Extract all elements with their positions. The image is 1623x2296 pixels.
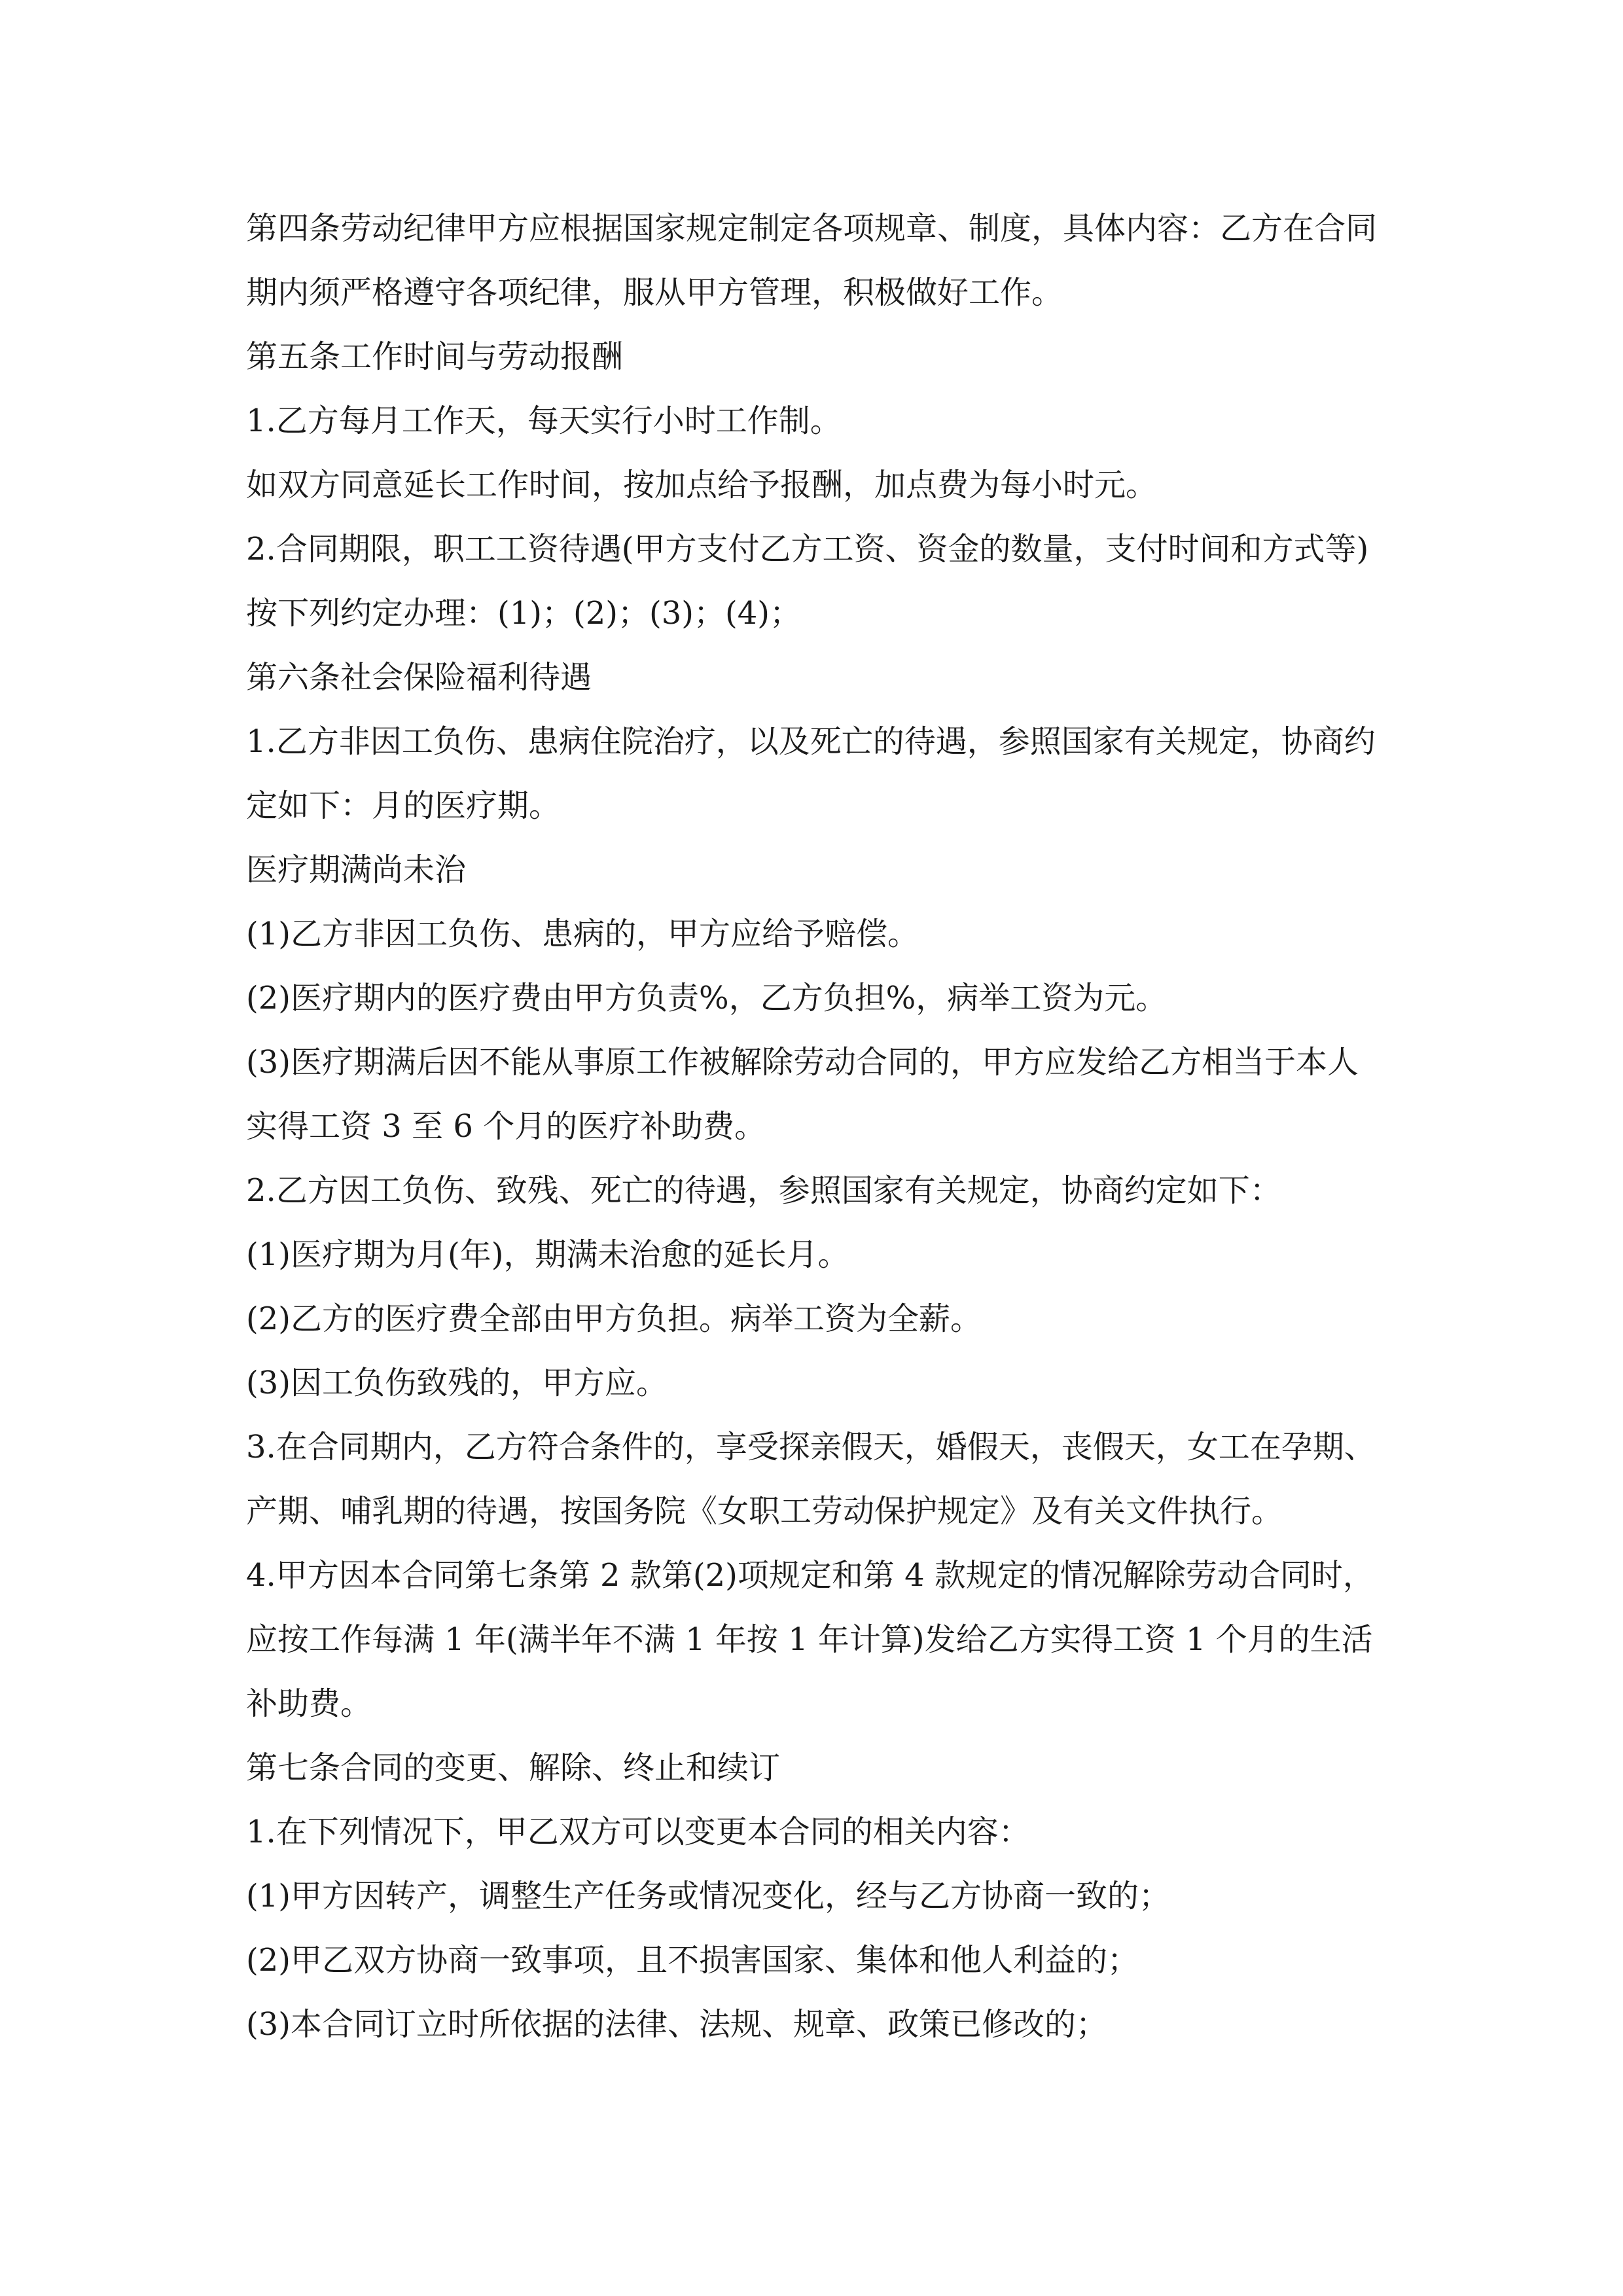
list-item-medical-subsidy: (3)医疗期满后因不能从事原工作被解除劳动合同的，甲方应发给乙方相当于本人实得工资 3 至 6 个月的医疗补助费。	[246, 1044, 1359, 1145]
list-item-full-salary: (2)乙方的医疗费全部由甲方负担。病举工资为全薪。	[246, 1300, 982, 1337]
paragraph-non-work-injury: 1.乙方非因工负伤、患病住院治疗，以及死亡的待遇，参照国家有关规定，协商约定如下：月的医疗期。	[246, 723, 1376, 824]
list-item-law-amended: (3)本合同订立时所依据的法律、法规、规章、政策已修改的；	[246, 2006, 1107, 2043]
list-item-disability: (3)因工负伤致残的，甲方应。	[246, 1365, 668, 1401]
paragraph-article-4: 第四条劳动纪律甲方应根据国家规定制定各项规章、制度，具体内容：乙方在合同期内须严格遵守各项纪律，服从甲方管理，积极做好工作。	[246, 210, 1378, 311]
heading-article-7: 第七条合同的变更、解除、终止和续订	[246, 1749, 781, 1786]
paragraph-medical-period-expired: 医疗期满尚未治	[246, 852, 467, 888]
paragraph-leave: 3.在合同期内，乙方符合条件的，享受探亲假天，婚假天，丧假天，女工在孕期、产期、哺乳期的待遇，按国务院《女职工劳动保护规定》及有关文件执行。	[246, 1429, 1376, 1530]
list-item-medical-fees: (2)医疗期内的医疗费由甲方负责%，乙方负担%，病举工资为元。	[246, 980, 1168, 1016]
document-body	[246, 196, 1385, 2056]
heading-article-5: 第五条工作时间与劳动报酬	[246, 338, 624, 375]
list-item-compensation: (1)乙方非因工负伤、患病的，甲方应给予赔偿。	[246, 916, 919, 952]
list-item-medical-period: (1)医疗期为月(年)，期满未治愈的延长月。	[246, 1236, 849, 1273]
list-item-mutual-agreement: (2)甲乙双方协商一致事项，且不损害国家、集体和他人利益的；	[246, 1942, 1139, 1979]
paragraph-living-subsidy: 4.甲方因本合同第七条第 2 款第(2)项规定和第 4 款规定的情况解除劳动合同时，应按工作每满 1 年(满半年不满 1 年按 1 年计算)发给乙方实得工资 1 个月的生活补助费。	[246, 1557, 1374, 1722]
heading-article-6: 第六条社会保险福利待遇	[246, 659, 592, 696]
paragraph-work-injury: 2.乙方因工负伤、致残、死亡的待遇，参照国家有关规定，协商约定如下：	[246, 1172, 1281, 1209]
paragraph-work-days: 1.乙方每月工作天，每天实行小时工作制。	[246, 403, 842, 439]
paragraph-wages: 2.合同期限，职工工资待遇(甲方支付乙方工资、资金的数量，支付时间和方式等)按下列约定办理：(1)；(2)；(3)；(4)；	[246, 531, 1369, 632]
paragraph-contract-change: 1.在下列情况下，甲乙双方可以变更本合同的相关内容：	[246, 1814, 1030, 1850]
paragraph-overtime: 如双方同意延长工作时间，按加点给予报酬，加点费为每小时元。	[246, 467, 1158, 503]
list-item-production-change: (1)甲方因转产，调整生产任务或情况变化，经与乙方协商一致的；	[246, 1878, 1170, 1914]
